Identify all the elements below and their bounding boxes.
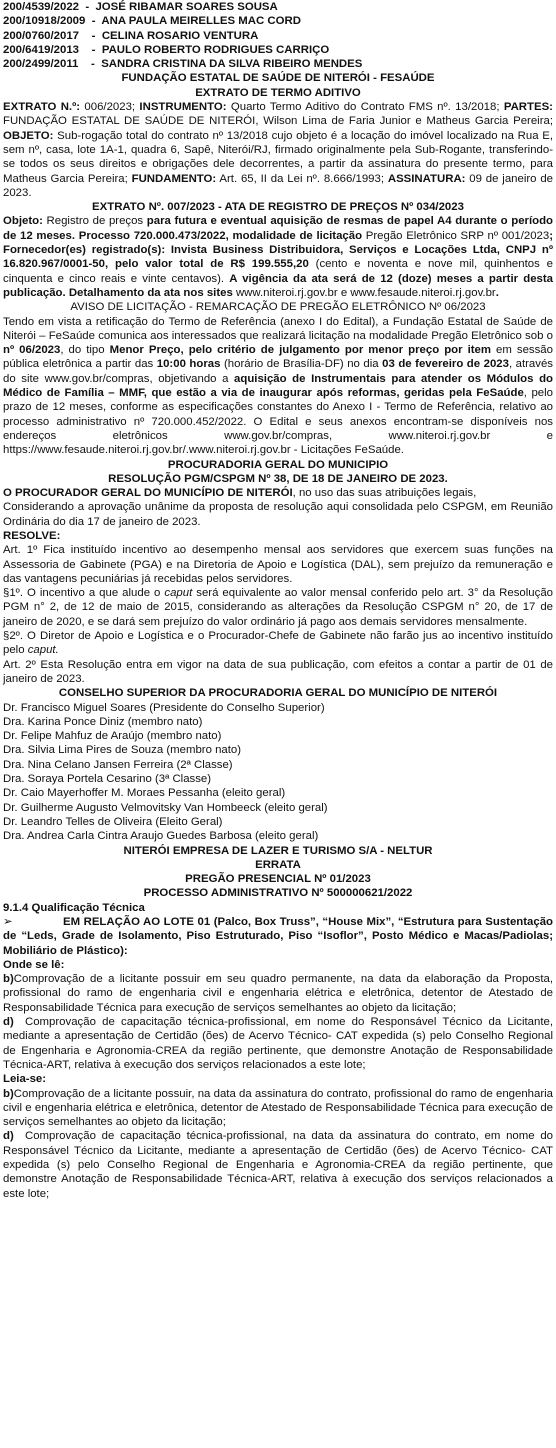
resolve-text: RESOLVE: (3, 529, 61, 542)
ata-text: Pregão Eletrônico SRP nº 001/2023 (362, 229, 550, 242)
intro-text: , no uso das suas atribuições legais, (292, 487, 477, 500)
appointment-row: 200/6419/2013 - PAULO ROBERTO RODRIGUES CARRIÇO (3, 43, 330, 56)
p1-text: §1º. O incentivo a que alude o (3, 587, 165, 600)
appointment-row: 200/2499/2011 - SANDRA CRISTINA DA SILVA RIBEIRO MENDES (3, 58, 363, 71)
lote-text: EM RELAÇÃO AO LOTE 01 (Palco, Box Truss”, “House Mix”, “Estrutura para Sustentação de “Leds, Grade de Isolamento, Piso Estruturado, Piso “Isoflor”, Posto Médico e Macas/Padiolas; Mobiliário de Plástico): (3, 916, 553, 957)
appointment-row: 200/0760/2017 - CELINA ROSARIO VENTURA (3, 29, 259, 42)
aviso-text: em sessão pública eletrônica a partir das (3, 344, 553, 371)
appointment-number: 200/0760/2017 (3, 29, 80, 42)
section-title (3, 901, 553, 915)
appointment-number: 200/4539/2022 (3, 1, 80, 13)
appointment-name: ANA PAULA MEIRELLES MAC CORD (101, 15, 301, 28)
appointments-list (3, 0, 553, 71)
ata-bold-text: para futura e eventual aquisição de resmas de papel A4 durante o período de 12 meses. Processo 720.000.473/2022, modalidade de licitação (3, 215, 554, 242)
member-item: Dr. Francisco Miguel Soares (Presidente do Conselho Superior) (3, 701, 325, 714)
aviso-bold-text: 03 de fevereiro de 2023 (382, 358, 509, 371)
onde-item-b (3, 972, 553, 1015)
aviso-bold-text: 10:00 horas (156, 358, 221, 371)
arrow-bullet-icon: ➢ (3, 916, 13, 928)
ata-objeto-label: Objeto: (3, 215, 43, 228)
ata-text: (cento e noventa e nove mil, quinhentos e cinquenta e cinco reais e vinte centavos). (3, 258, 553, 285)
extrato-text: 006/2023; (80, 101, 140, 114)
member-item: Dr. Leandro Telles de Oliveira (Eleito Geral) (3, 815, 223, 828)
resolution-intro (3, 486, 553, 500)
processo-heading: PROCESSO ADMINISTRATIVO Nº 500000621/2022 (143, 887, 413, 900)
partes-text: FUNDAÇÃO ESTATAL DE SAÚDE DE NITERÓI, Wilson Lima de Faria Junior e Matheus Garcia Pereira; (3, 115, 553, 128)
aviso-heading: AVISO DE LICITAÇÃO - REMARCAÇÃO DE PREGÃO ELETRÔNICO Nº 06/2023 (70, 301, 486, 314)
fundamento-label: FUNDAMENTO: (131, 172, 217, 185)
aviso-text: , pelo prazo de 12 meses, conforme as especificações constantes do Anexo I - Termo de Referência, relativo ao processo administrativo nº 720.000.452/2022. O Edital e seus anexos encontram-se disponíveis nos endereços eletrônicos www.gov.br/compras, www.niteroi.rj.gov.br e https://www.fesaude.niteroi.rj.gov.br/.www.niteroi.rj.gov.br - Licitações FeSaúde. (3, 387, 553, 457)
p2-text: §2º. O Diretor de Apoio e Logística e o Procurador-Chefe de Gabinete não farão jus ao incentivo instituído pelo (3, 630, 553, 657)
pregao-heading: PREGÃO PRESENCIAL Nº 01/2023 (185, 873, 371, 886)
caput-italic: caput (164, 587, 193, 600)
p1-text: será equivalente ao valor mensal conferido pelo art. 3° da Resolução PGM n° 2, de 12 de maio de 2015, considerando as alterações da Resolução CSPGM n° 20, de 17 de janeiro de 2020, e se dará sem prejuízo do valor ordinário já pago aos demais servidores mensalmente. (3, 587, 553, 628)
leia-item-d (3, 1129, 553, 1200)
appointment-name: SANDRA CRISTINA DA SILVA RIBEIRO MENDES (101, 58, 363, 71)
member-item: Dra. Soraya Portela Cesarino (3ª Classe) (3, 773, 212, 786)
item-text: Comprovação de capacitação técnica-profissional, em nome do Responsável Técnico da Licitante, mediante a apresentação de Certidão (ões) de Acervo Técnico- CAT expedida (s) pelo Conselho Regional de Engenharia e Agronomia-CREA da região pertinente, que demonstre Anotação de Responsabilidade Técnica-ART, relativa à execução dos serviços relacionados a este lote; (3, 1016, 553, 1071)
lote-item (3, 915, 553, 958)
paragraph-2 (3, 629, 553, 658)
member-item: Dra. Karina Ponce Diniz (membro nato) (3, 715, 203, 728)
instrumento-label: INSTRUMENTO: (139, 101, 227, 114)
member-item: Dra. Silvia Lima Pires de Souza (membro nato) (3, 744, 242, 757)
fundamento-text: Art. 65, II da Lei nº. 8.666/1993; (216, 172, 388, 185)
aviso-bold-text: nº 06/2023 (3, 344, 61, 357)
objeto-text: Sub-rogação total do contrato nº 13/2018 cujo objeto é a locação do imóvel localizado na Rua E, sem nº, casa, lote 1A-1, quadra 6, Sapê, Niterói/RJ, firmado originalmente pela Sub-Rogante, transferindo-se todos os seus direitos e obrigações dele decorrentes, a partir da assinatura do presente termo, para Matheus Garcia Pereira; (3, 129, 553, 185)
onde-item-d (3, 1015, 553, 1072)
appointment-row: 200/4539/2022 - JOSÉ RIBAMAR SOARES SOUSA (3, 1, 278, 13)
section-title-text: 9.1.4 Qualificação Técnica (3, 901, 145, 914)
item-text: Comprovação de capacitação técnica-profissional, na data da assinatura do contrato, em nome do Responsável Técnico da Licitante, mediante a apresentação de Certidão (ões) de Acervo Técnico- CAT expedida (s) pelo Conselho Regional de Engenharia e Agronomia-CREA da região pertinente, que demonstre Anotação de Responsabilidade Técnica-ART, relativa à execução dos serviços relacionados a este lote; (3, 1130, 553, 1200)
leia-label (3, 1072, 553, 1086)
conselho-heading: CONSELHO SUPERIOR DA PROCURADORIA GERAL DO MUNICÍPIO DE NITERÓI (58, 687, 498, 700)
ata-heading: EXTRATO Nº. 007/2023 - ATA DE REGISTRO DE PREÇOS Nº 034/2023 (92, 201, 464, 214)
item-text: Comprovação de a licitante possuir, na data da assinatura do contrato, profissional do ramo de engenharia civil e engenharia elétrica e eletrônica, detentor de Atestado de Responsabilidade Técnica para execução de serviços semelhantes ao objeto da licitação; (3, 1087, 553, 1129)
assinatura-label: ASSINATURA: (387, 172, 466, 185)
assinatura-text: 09 de janeiro de 2023. (3, 172, 553, 199)
aviso-text: , através do site www.gov.br/compras, objetivando a (3, 358, 553, 385)
caput-italic: caput. (27, 644, 59, 657)
instrumento-text: Quarto Termo Aditivo do Contrato FMS nº. 13/2018; (226, 101, 504, 114)
appointment-row: 200/10918/2009 - ANA PAULA MEIRELLES MAC CORD (3, 15, 301, 28)
ata-paragraph (3, 214, 553, 300)
onde-label (3, 958, 553, 972)
considerando-paragraph: Considerando a aprovação unânime da proposta de resolução aqui consolidada pelo CSPGM, em Reunião Ordinária do dia 17 de janeiro de 2023. (3, 501, 553, 528)
neltur-heading: NITERÓI EMPRESA DE LAZER E TURISMO S/A - NELTUR (123, 844, 433, 857)
aviso-paragraph (3, 315, 553, 458)
item-letter: d) (3, 1016, 14, 1029)
extrato-termo-aditivo (3, 100, 553, 200)
item-letter: b) (3, 1087, 14, 1100)
member-item: Dr. Felipe Mahfuz de Araújo (membro nato) (3, 730, 222, 743)
leia-item-b (3, 1087, 553, 1130)
resolve-label (3, 529, 553, 543)
procurador-label: O PROCURADOR GERAL DO MUNICÍPIO DE NITERÓI (3, 487, 293, 500)
conselho-members (3, 701, 553, 844)
gazette-page (3, 0, 553, 1201)
appointment-name: PAULO ROBERTO RODRIGUES CARRIÇO (101, 43, 330, 56)
aviso-text: Tendo em vista a retificação do Termo de Referência (anexo I do Edital), a Fundação Estatal de Saúde de Niterói – FeSaúde comunica aos interessados que realizará licitação na modalidade Pregão Eletrônico sob o (3, 315, 553, 342)
fesaude-heading: FUNDAÇÃO ESTATAL DE SAÚDE DE NITERÓI - FESAÚDE (121, 72, 435, 85)
partes-label: PARTES: (503, 101, 553, 114)
aviso-bold-text: aquisição de Instrumentais para atender os Módulos do Médico de Família – MMF, que estão a via de inaugurar após reformas, geridas pela FeSaúde (3, 372, 553, 400)
item-letter: b) (3, 973, 14, 986)
procuradoria-heading: PROCURADORIA GERAL DO MUNICIPIO (167, 458, 389, 471)
resolution-title: RESOLUÇÃO PGM/CSPGM Nº 38, DE 18 DE JANEIRO DE 2023. (108, 472, 448, 485)
appointment-number: 200/6419/2013 (3, 43, 80, 56)
article-2: Art. 2º Esta Resolução entra em vigor na data de sua publicação, com efeitos a contar a partir de 01 de janeiro de 2023. (3, 658, 553, 685)
ata-text: Registro de preços (42, 215, 147, 228)
member-item: Dr. Caio Mayerhoffer M. Moraes Pessanha (eleito geral) (3, 787, 286, 800)
ata-bold-text: ; Fornecedor(es) registrado(s): Invista Business Distribuidora, Serviços e Locações Ltda, CNPJ nº 16.820.967/0001-50, pelo valor total de R$ 199.555,20 (3, 229, 553, 271)
ata-links: www.niteroi.rj.gov.br e www.fesaude.niteroi.rj.gov.br (232, 286, 496, 299)
member-item: Dra. Andrea Carla Cintra Araujo Guedes Barbosa (eleito geral) (3, 830, 319, 843)
objeto-label: OBJETO: (3, 129, 54, 142)
ata-bold-text: . (495, 286, 499, 299)
member-item: Dra. Nina Celano Jansen Ferreira (2ª Classe) (3, 758, 233, 771)
item-text: Comprovação de a licitante possuir em seu quadro permanente, na data da elaboração da Proposta, profissional do ramo de engenharia civil e engenharia elétrica e eletrônica, detentor de Atestado de Responsabilidade Técnica para execução de serviços semelhantes ao objeto da licitação; (3, 973, 553, 1014)
appointment-number: 200/2499/2011 (3, 58, 79, 71)
termo-aditivo-heading: EXTRATO DE TERMO ADITIVO (195, 86, 361, 99)
aviso-bold-text: Menor Preço, pelo critério de julgamento por menor preço por item (109, 344, 491, 357)
errata-heading: ERRATA (255, 858, 301, 871)
item-letter: d) (3, 1130, 14, 1143)
leia-text: Leia-se: (3, 1073, 47, 1086)
aviso-text: (horário de Brasília-DF) no dia (220, 358, 383, 371)
appointment-name: CELINA ROSARIO VENTURA (101, 29, 259, 42)
onde-text: Onde se lê: (3, 958, 65, 971)
article-1: Art. 1º Fica instituído incentivo ao desempenho mensal aos servidores que exercem suas funções na Assessoria de Gabinete (PGA) e na Diretoria de Apoio e Logística (DAL), sem prejuízo da remuneração e das vantagens pecuniárias já recebidas pelos servidores. (3, 544, 553, 585)
paragraph-1 (3, 586, 553, 629)
member-item: Dr. Guilherme Augusto Velmovitsky Van Hombeeck (eleito geral) (3, 801, 328, 814)
ata-bold-text: A vigência da ata será de 12 (doze) meses a partir desta publicação. Detalhamento da ata nos sites (3, 272, 553, 299)
extrato-label: EXTRATO N.º: (3, 101, 81, 114)
aviso-text: , do tipo (60, 344, 110, 357)
appointment-name: JOSÉ RIBAMAR SOARES SOUSA (95, 1, 278, 13)
appointment-number: 200/10918/2009 (3, 15, 86, 28)
